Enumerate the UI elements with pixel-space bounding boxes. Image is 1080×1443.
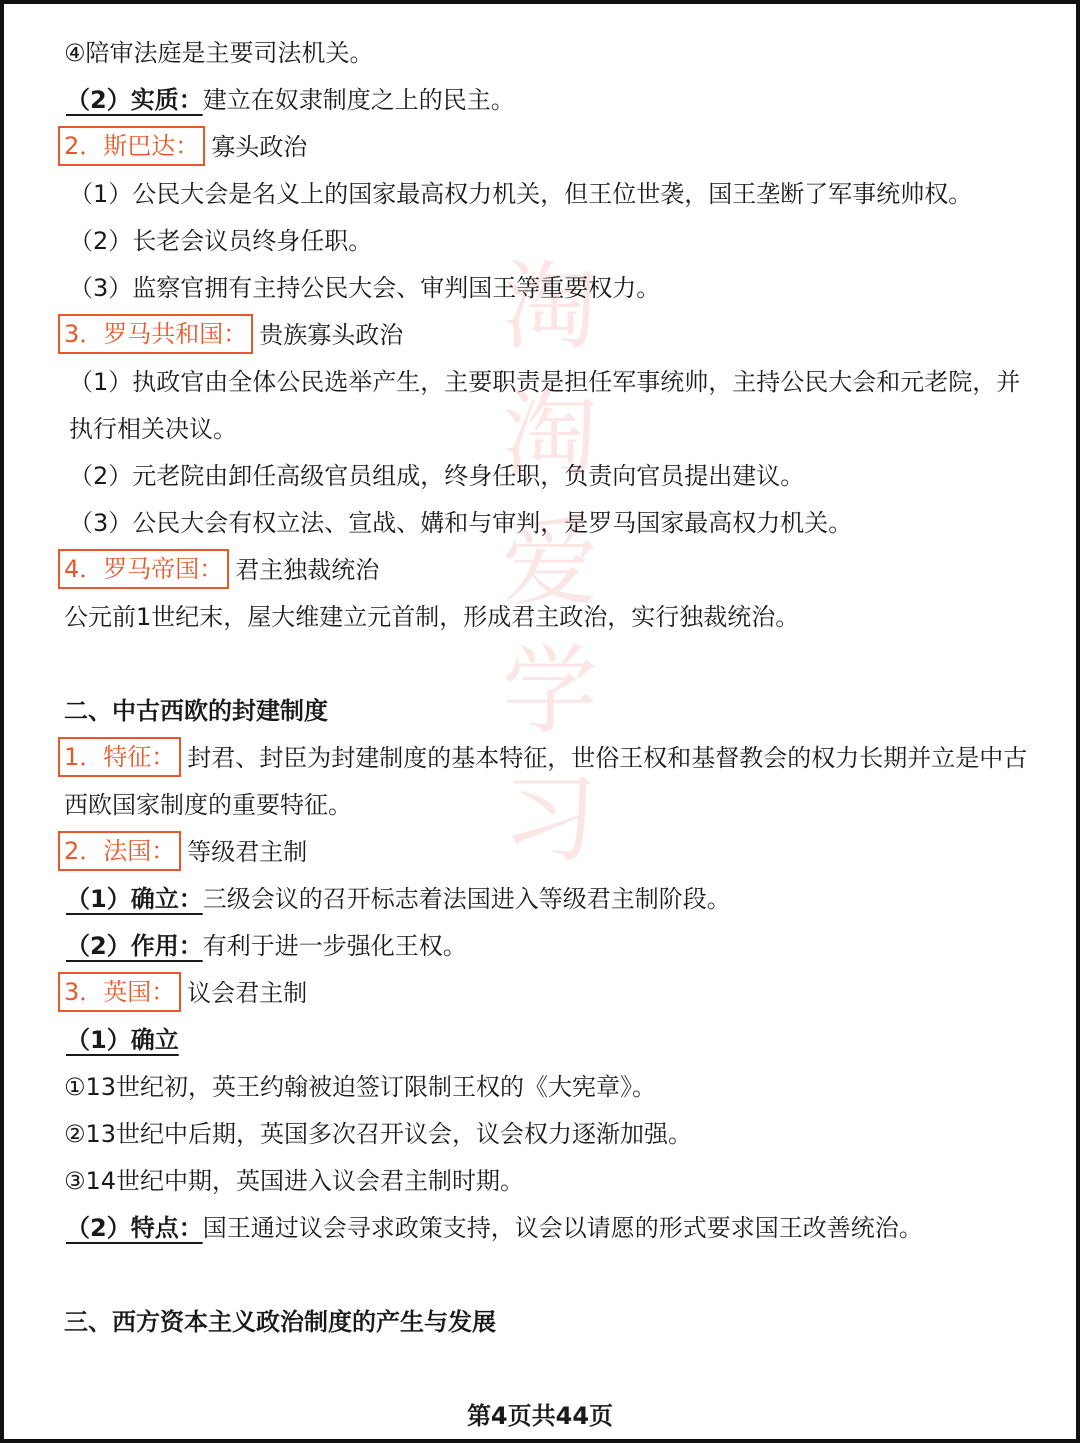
sub-heading-label: （2）特点： [66,1214,203,1242]
sub-heading-label: （2）作用： [66,932,203,960]
section-item-text: 议会君主制 [187,979,308,1007]
section-item [64,735,1029,829]
text-line [64,923,1029,970]
text-line [64,77,1029,124]
spacer [64,1252,1029,1299]
watermark-char: 爱 [502,507,598,619]
sub-heading-label: （2）实质： [66,86,203,114]
section-item [64,829,1029,876]
boxed-label: 4．罗马帝国： [58,549,229,589]
text-line: ③14世纪中期，英国进入议会君主制时期。 [64,1167,525,1195]
section-item [64,547,1029,594]
section-item-text: 寡头政治 [211,133,308,161]
boxed-label: 2．斯巴达： [58,126,205,166]
text-line: （3）公民大会有权立法、宣战、媾和与审判，是罗马国家最高权力机关。 [69,509,853,537]
section-item [64,970,1029,1017]
text-line: ①13世纪初，英王约翰被迫签订限制王权的《大宪章》。 [64,1073,657,1101]
section-item-text: 君主独裁统治 [235,556,380,584]
sub-heading-text: 有利于进一步强化王权。 [202,932,467,960]
boxed-label: 2．法国： [58,831,181,871]
spacer [64,641,1029,688]
section-item [64,124,1029,171]
text-line: （2）元老院由卸任高级官员组成，终身任职，负责向官员提出建议。 [69,462,805,490]
boxed-label: 3．英国： [58,972,181,1012]
sub-heading-text: 三级会议的召开标志着法国进入等级君主制阶段。 [202,885,731,913]
section-item-text: 贵族寡头政治 [259,321,404,349]
section-item [64,312,1029,359]
text-line: ④陪审法庭是主要司法机关。 [64,39,374,67]
sub-heading-label: （1）确立： [66,885,203,913]
sub-heading-label: （1）确立 [66,1026,179,1054]
watermark-char: 淘 [502,379,598,491]
paragraph: （1）执政官由全体公民选举产生，主要职责是担任军事统帅，主持公民大会和元老院，并执行相关决议。 [69,368,1021,443]
boxed-label: 1．特征： [58,737,181,777]
text-line: （3）监察官拥有主持公民大会、审判国王等重要权力。 [69,274,661,302]
section-item-text: 封君、封臣为封建制度的基本特征，世俗王权和基督教会的权力长期并立是中古西欧国家制度的重要特征。 [64,744,1028,819]
text-line: 公元前1世纪末，屋大维建立元首制，形成君主政治，实行独裁统治。 [64,603,800,631]
document-body [64,30,1029,1346]
sub-heading-text: 国王通过议会寻求政策支持，议会以请愿的形式要求国王改善统治。 [202,1214,923,1242]
paragraph: （1）公民大会是名义上的国家最高权力机关，但王位世袭，国王垄断了军事统帅权。 [69,180,973,208]
section-item-text: 等级君主制 [187,838,308,866]
text-line [64,1205,1029,1252]
watermark-char: 学 [502,635,598,747]
sub-heading-text: 建立在奴隶制度之上的民主。 [202,86,515,114]
section-heading: 二、中古西欧的封建制度 [64,697,328,725]
watermark-char: 淘 [502,251,598,363]
text-line [64,876,1029,923]
text-line [64,1017,1029,1064]
watermark-char: 习 [502,763,598,875]
text-line: ②13世纪中后期，英国多次召开议会，议会权力逐渐加强。 [64,1120,693,1148]
page-number: 第4页共44页 [466,1402,614,1430]
section-heading: 三、西方资本主义政治制度的产生与发展 [64,1308,496,1336]
boxed-label: 3．罗马共和国： [58,314,253,354]
text-line: （2）长老会议员终身任职。 [69,227,373,255]
